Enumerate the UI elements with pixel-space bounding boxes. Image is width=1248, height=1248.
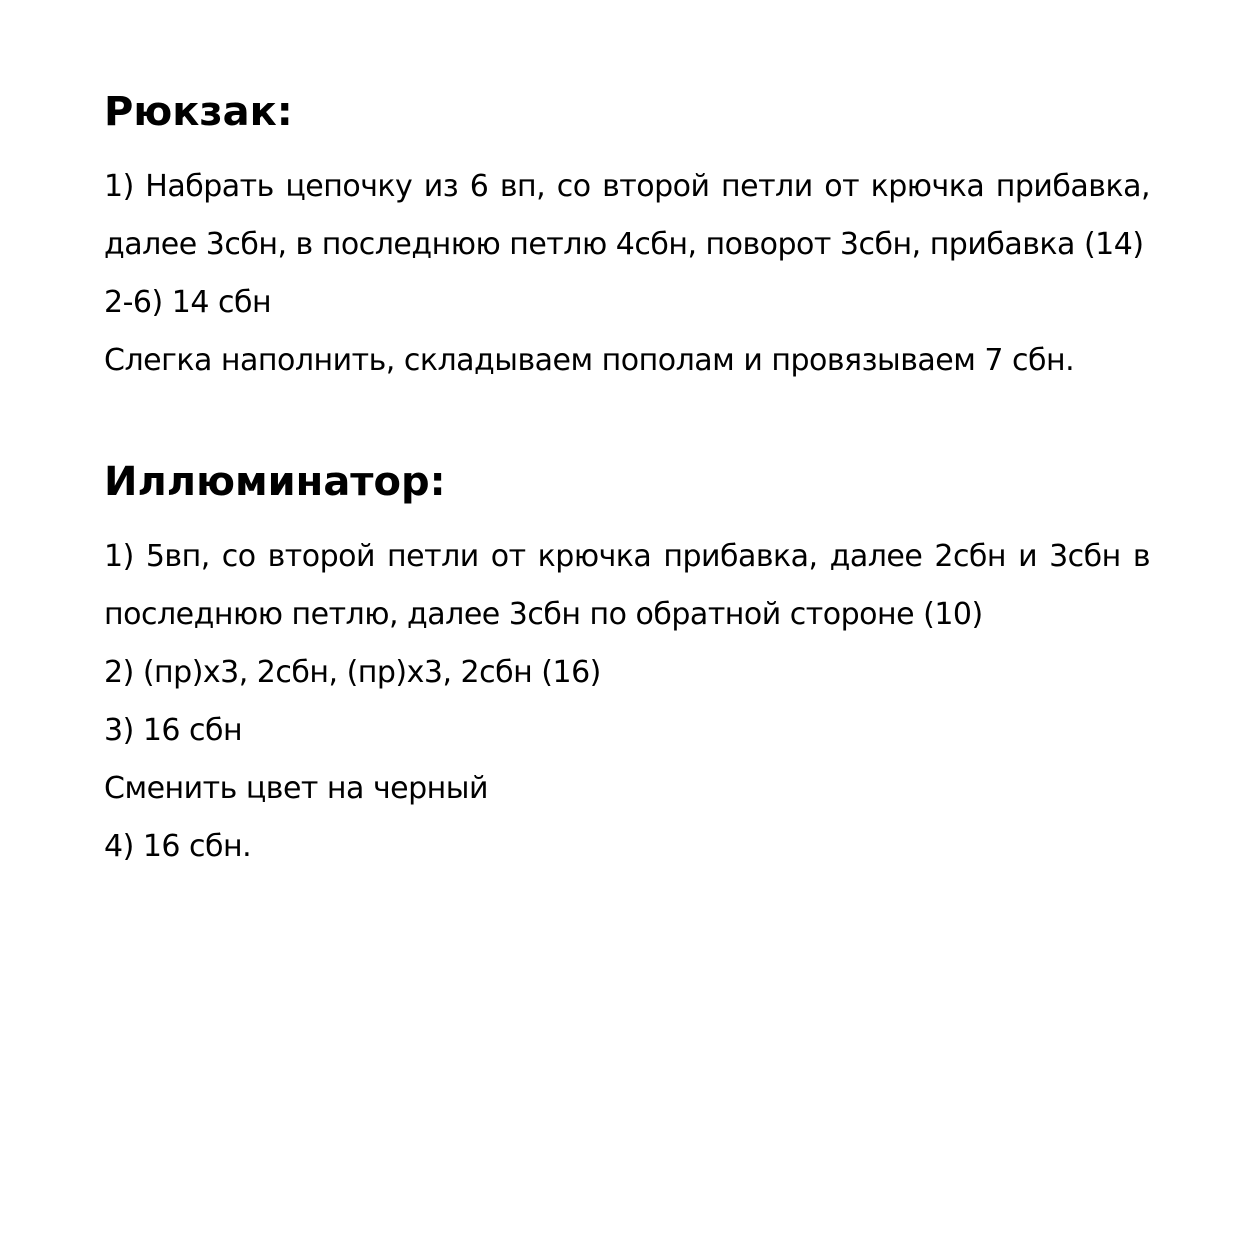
section-body	[104, 158, 1150, 390]
section-title: Рюкзак:	[104, 89, 293, 135]
instruction-paragraph: 2-6) 14 сбн	[104, 285, 272, 320]
section-backpack	[104, 88, 1150, 390]
instruction-paragraph: Слегка наполнить, складываем пополам и провязываем 7 сбн.	[104, 343, 1075, 378]
instruction-paragraph: 4) 16 сбн.	[104, 829, 252, 864]
instruction-paragraph: 2) (пр)х3, 2сбн, (пр)х3, 2сбн (16)	[104, 655, 601, 690]
section-porthole	[104, 458, 1150, 876]
section-body	[104, 528, 1150, 876]
section-title: Иллюминатор:	[104, 459, 446, 505]
instruction-paragraph: 3) 16 сбн	[104, 713, 243, 748]
instruction-paragraph: 1) 5вп, со второй петли от крючка прибавка, далее 2сбн и 3сбн в последнюю петлю, далее 3сбн по обратной стороне (10)	[104, 539, 1150, 632]
instruction-paragraph: 1) Набрать цепочку из 6 вп, со второй петли от крючка прибавка, далее 3сбн, в последнюю петлю 4сбн, поворот 3сбн, прибавка (14)	[104, 169, 1150, 262]
instruction-paragraph: Сменить цвет на черный	[104, 771, 488, 806]
